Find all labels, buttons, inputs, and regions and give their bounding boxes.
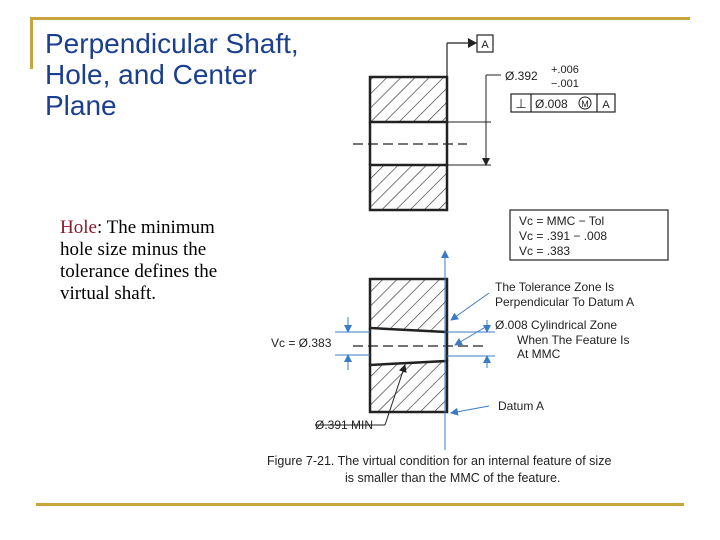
fcf-datum: A	[602, 99, 610, 111]
vc-label: Vc = Ø.383	[271, 336, 332, 350]
callout-tolerance-zone	[495, 280, 634, 309]
bullet-body: : The minimum hole size minus the tolerance defines the virtual shaft.	[60, 217, 218, 304]
frame-top-rule	[30, 17, 690, 20]
tol-minus: −.001	[551, 78, 579, 90]
feature-control-frame	[511, 94, 615, 112]
figure-caption-line: is smaller than the MMC of the feature.	[345, 471, 561, 485]
dia-callout: Ø.392	[505, 69, 538, 83]
formula-line: Vc = MMC − Tol	[519, 214, 605, 228]
fcf-symbol: ⊥	[515, 96, 527, 111]
figure-caption-line: Figure 7-21. The virtual condition for an internal feature of size	[267, 454, 612, 468]
bullet-text	[60, 217, 250, 305]
formula-line: Vc = .383	[519, 244, 571, 258]
title-line: Hole, and Center	[45, 59, 257, 90]
frame-left-rule	[30, 17, 33, 69]
tol-plus: +.006	[551, 64, 579, 76]
bullet-term: Hole	[60, 217, 97, 238]
top-part-lower-hatch	[370, 165, 447, 210]
figure-7-21	[255, 25, 695, 495]
datum-a-label: A	[481, 39, 489, 51]
title-line: Plane	[45, 90, 117, 121]
callout-line: Perpendicular To Datum A	[495, 295, 635, 309]
lower-part-drawing	[271, 251, 495, 450]
fcf-modifier: M	[581, 99, 589, 109]
min-label: Ø.391 MIN	[315, 418, 374, 432]
lower-part-upper-hatch	[370, 279, 447, 332]
callout-line: The Tolerance Zone Is	[495, 280, 615, 294]
formula-box	[510, 210, 668, 260]
frame-bottom-rule	[36, 503, 684, 506]
callout-line: At MMC	[517, 347, 561, 361]
callout-line: When The Feature Is	[517, 333, 630, 347]
callout-cylindrical-zone	[495, 318, 630, 361]
top-part-upper-hatch	[370, 77, 447, 122]
callout-datum: Datum A	[498, 399, 545, 413]
top-part-drawing	[353, 35, 615, 210]
title-line: Perpendicular Shaft,	[45, 28, 299, 59]
fcf-tolerance: Ø.008	[535, 97, 568, 111]
formula-line: Vc = .391 − .008	[519, 229, 608, 243]
lower-part-lower-hatch	[370, 361, 447, 412]
callout-line: Ø.008 Cylindrical Zone	[495, 318, 618, 332]
